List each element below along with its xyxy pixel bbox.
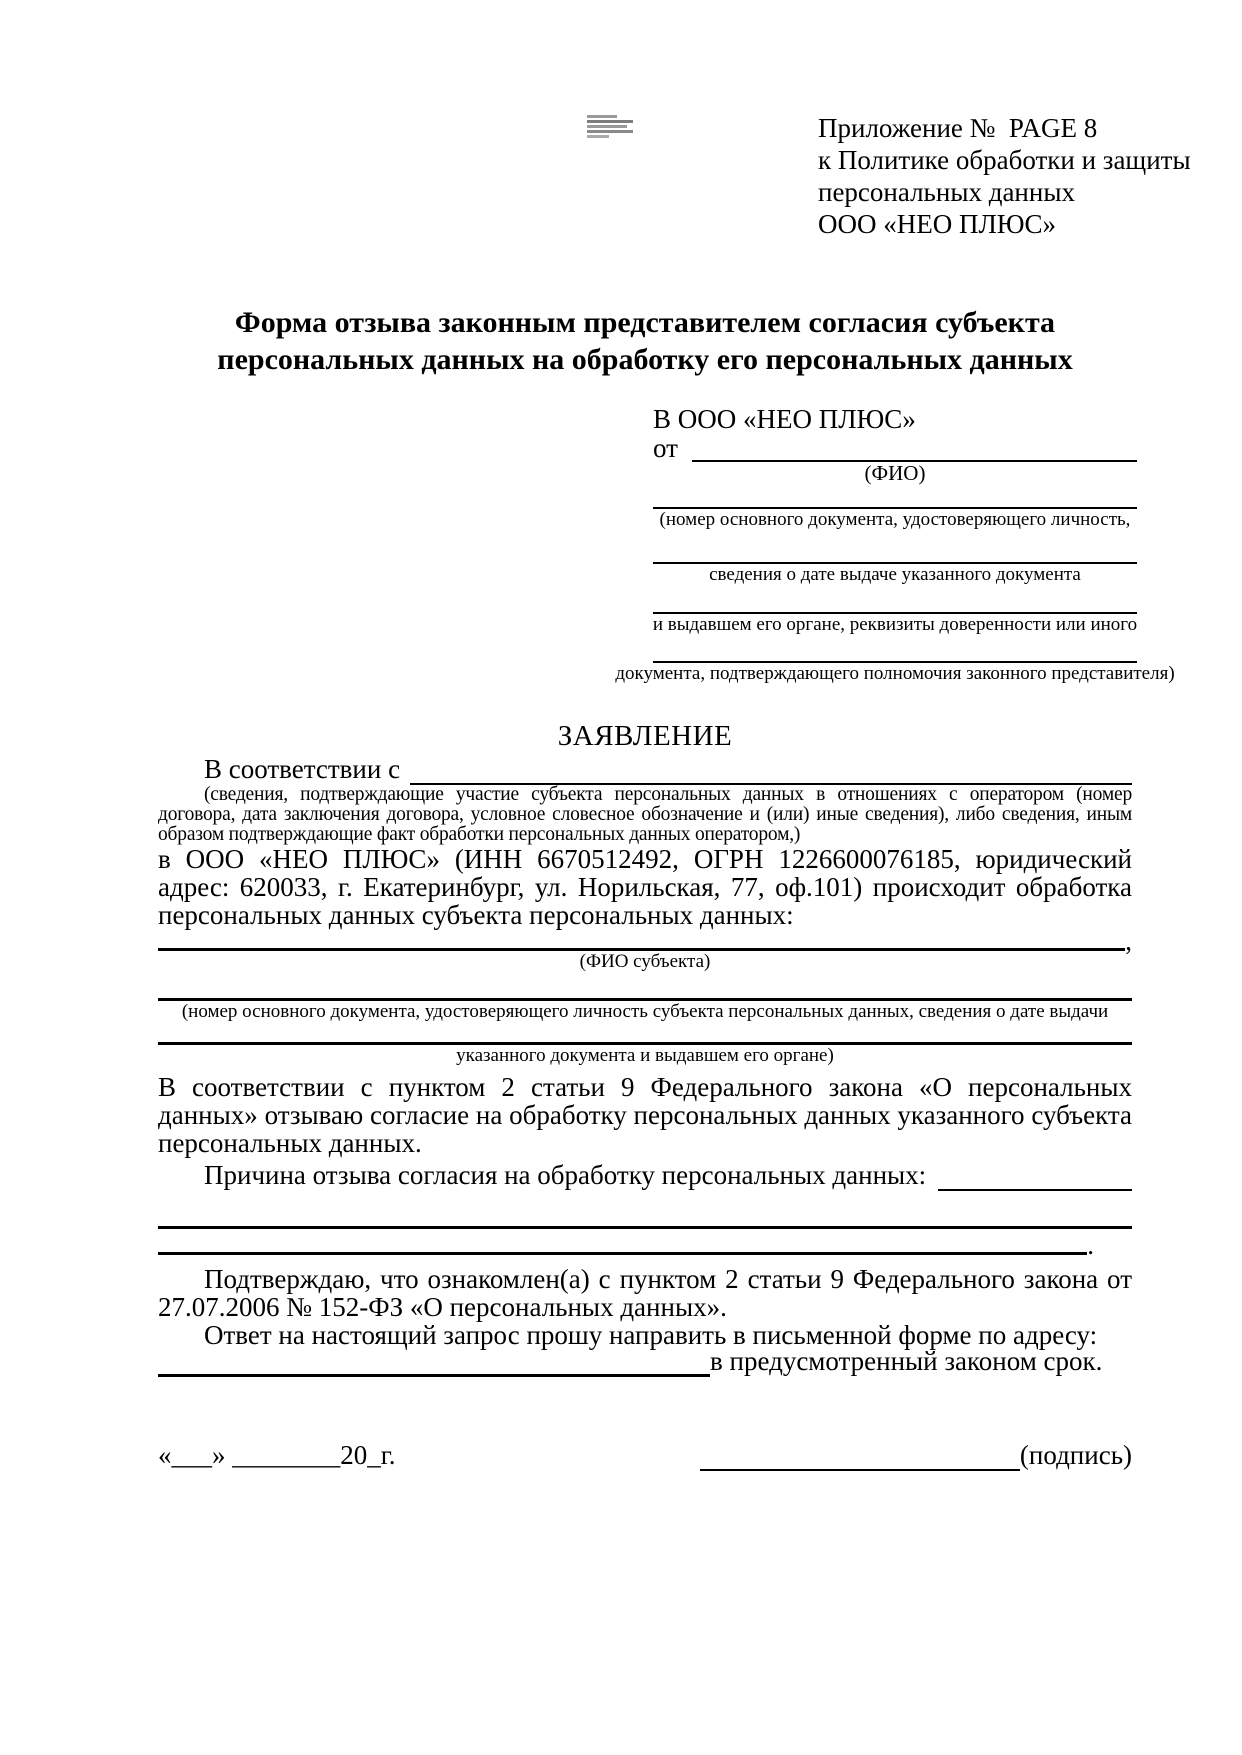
subject-doc-blank-line-2 [158,1023,1132,1045]
company-name-line: ООО «НЕО ПЛЮС» [818,209,1057,239]
appendix-header [818,112,1191,240]
line-suffix-comma: , [1125,926,1132,956]
reply-address-line [158,1346,1132,1377]
blank-rule [158,1229,1087,1255]
reply-address-blank [158,1351,710,1377]
blank-line-doc-number [653,484,1137,509]
reason-blank-line-2 [158,1229,1132,1260]
blank-rule [158,976,1132,1001]
reply-request-paragraph: Ответ на настоящий запрос прошу направить в письменной форме по адресу: [204,1320,1098,1350]
date-blank-text: «___» ________20_г. [158,1440,396,1470]
addressee-block [615,404,1175,685]
operator-paragraph: в ООО «НЕО ПЛЮС» (ИНН 6670512492, ОГРН 1226600076185, юридический адрес: 620033, г. Екатеринбург, ул. Норильская, 77, оф.101) происходит обработка персональных данных субъекта персональных данных: [158,844,1132,930]
subject-doc-blank-line-1 [158,976,1132,1001]
reply-suffix-text: в предусмотренный законом срок. [710,1346,1103,1376]
withdraw-reason-line [158,1160,1132,1191]
addressee-from-line [653,433,1137,463]
in-accordance-blank-line [410,759,1132,785]
blank-line-issuing-authority [653,589,1137,614]
subject-doc-caption-1: (номер основного документа, удостоверяющего личность субъекта персональных данных, сведения о дате выдачи [181,1001,1109,1022]
in-accordance-prefix: В соответствии с [204,754,401,784]
policy-reference-line-2: персональных данных [818,177,1075,207]
reason-blank-line-1 [158,1205,1132,1229]
statement-heading: ЗАЯВЛЕНИЕ [557,720,733,752]
fio-caption: (ФИО) [864,461,926,485]
fine-print-note: (сведения, подтверждающие участие субъекта персональных данных в отношениях с оператором (номер договора, дата заключения договора, условное словесное обозначение и (или) иные сведения), либо сведения, иным образом подтверждающие факт обработки персональных данных оператором,) [158,784,1132,845]
appendix-number-line: Приложение № PAGE 8 [818,113,1098,143]
line-suffix-period: . [1087,1230,1094,1260]
withdraw-consent-paragraph: В соответствии с пунктом 2 статьи 9 Федерального закона «О персональных данных» отзываю согласие на обработку персональных данных указанного субъекта персональных данных. [158,1072,1132,1158]
subject-fio-blank-line [158,926,1132,956]
signature-blank-line [700,1445,1020,1471]
issue-date-caption: сведения о дате выдаче указанного документа [709,564,1081,585]
date-signature-row [158,1441,1132,1471]
from-blank-line [692,436,1137,462]
policy-reference-line-1: к Политике обработки и защиты [818,145,1191,175]
embedded-text-snippet-icon [585,112,639,140]
blank-line-issue-date [653,539,1137,564]
blank-line-attorney-doc [653,638,1137,663]
blank-rule [158,1205,1132,1229]
blank-rule [158,1023,1132,1045]
document-title: Форма отзыва законным представителем согласия субъекта персональных данных на обработку его персональных данных [217,306,1073,376]
in-accordance-line [158,754,1132,785]
withdraw-reason-prefix: Причина отзыва согласия на обработку персональных данных: [204,1160,927,1190]
signature-caption: (подпись) [1019,1440,1132,1470]
signature-group [700,1440,1132,1471]
withdraw-reason-blank [938,1165,1132,1191]
subject-doc-caption-2: указанного документа и выдавшем его органе) [456,1045,834,1066]
doc-number-caption: (номер основного документа, удостоверяющего личность, [659,509,1131,530]
confirmation-paragraph: Подтверждаю, что ознакомлен(а) с пунктом 2 статьи 9 Федерального закона от 27.07.2006 № 152-ФЗ «О персональных данных». [158,1264,1132,1322]
blank-rule [158,929,1125,951]
attorney-doc-caption: документа, подтверждающего полномочия законного представителя) [615,663,1175,684]
subject-fio-caption: (ФИО субъекта) [579,951,711,972]
issuing-authority-caption: и выдавшем его органе, реквизиты доверенности или иного [652,614,1138,635]
from-label: от [653,433,678,463]
addressee-to-line: В ООО «НЕО ПЛЮС» [653,404,916,434]
